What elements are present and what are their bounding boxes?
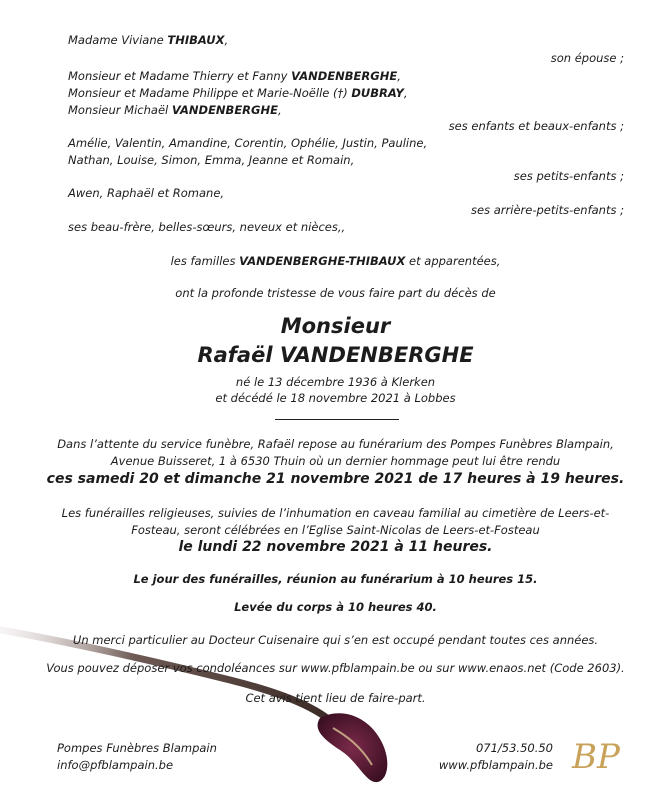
child-line-3 [68, 102, 282, 118]
child-3-surname: VANDENBERGHE [171, 103, 278, 117]
company-phone[interactable]: 071/53.50.50 [475, 741, 553, 755]
other-relatives: ses beau-frère, belles-sœurs, neveux et nièces,, [68, 220, 346, 234]
birth-info: né le 13 décembre 1936 à Klerken [235, 375, 436, 389]
notice: Cet avis tient lieu de faire-part. [245, 691, 426, 705]
bp-logo-text: BP [572, 737, 620, 777]
spouse-suffix: , [224, 33, 229, 47]
bp-logo [566, 730, 626, 780]
divider [275, 419, 399, 420]
child-2-suffix: , [403, 86, 408, 100]
company-email[interactable]: info@pfblampain.be [57, 758, 174, 772]
spouse-name: Madame Viviane [68, 33, 168, 47]
grandchildren-line-1: Amélie, Valentin, Amandine, Corentin, Ophélie, Justin, Pauline, [68, 136, 428, 150]
viewing-line-1: Dans l’attente du service funèbre, Rafaël repose au funérarium des Pompes Funèbres Blampain, [57, 437, 614, 451]
meeting-info: Le jour des funérailles, réunion au funérarium à 10 heures 15. [133, 572, 538, 586]
children-role: ses enfants et beaux-enfants ; [448, 119, 624, 133]
child-3-suffix: , [277, 103, 282, 117]
greatgrandchildren: Awen, Raphaël et Romane, [68, 186, 225, 200]
funeral-line-2: Fosteau, seront célébrées en l’Eglise Saint-Nicolas de Leers-et-Fosteau [131, 523, 540, 537]
child-2-surname: DUBRAY [351, 86, 404, 100]
grandchildren-line-2: Nathan, Louise, Simon, Emma, Jeanne et Romain, [68, 153, 355, 167]
child-3-name: Monsieur Michaël [68, 103, 172, 117]
families-line [0, 253, 671, 269]
families-prefix: les familles [170, 254, 240, 268]
death-info: et décédé le 18 novembre 2021 à Lobbes [215, 391, 456, 405]
viewing-dates: ces samedi 20 et dimanche 21 novembre 2021 de 17 heures à 19 heures. [46, 471, 625, 487]
thanks-note: Un merci particulier au Docteur Cuisenaire qui s’en est occupé pendant toutes ces années. [72, 633, 599, 647]
condolences-note: Vous pouvez déposer vos condoléances sur www.pfblampain.be ou sur www.enaos.net (Code 2603). [46, 661, 625, 675]
child-line-1 [68, 68, 401, 84]
child-2-name: Monsieur et Madame Philippe et Marie-Noëlle (†) [68, 86, 352, 100]
flower-petal [318, 713, 388, 782]
child-1-surname: VANDENBERGHE [291, 69, 398, 83]
company-name: Pompes Funèbres Blampain [57, 741, 217, 755]
announcement: ont la profonde tristesse de vous faire part du décès de [175, 286, 496, 300]
child-1-name: Monsieur et Madame Thierry et Fanny [68, 69, 292, 83]
deceased-title: Monsieur [280, 314, 391, 338]
child-1-suffix: , [397, 69, 401, 83]
funeral-line-1: Les funérailles religieuses, suivies de l’inhumation en caveau familial au cimetière de Leers-et- [61, 506, 610, 520]
deceased-name: Rafaël VANDENBERGHE [197, 343, 474, 367]
company-website[interactable]: www.pfblampain.be [438, 758, 553, 772]
child-line-2 [68, 85, 407, 101]
spouse-line [68, 32, 228, 48]
families-suffix: et apparentées, [405, 254, 501, 268]
viewing-line-2: Avenue Buisseret, 1 à 6530 Thuin où un dernier hommage peut lui être rendu [110, 454, 561, 468]
families-name: VANDENBERGHE-THIBAUX [239, 254, 406, 268]
greatgrandchildren-role: ses arrière-petits-enfants ; [471, 203, 624, 217]
funeral-date: le lundi 22 novembre 2021 à 11 heures. [178, 539, 493, 555]
spouse-surname: THIBAUX [167, 33, 225, 47]
grandchildren-role: ses petits-enfants ; [513, 169, 624, 183]
spouse-role: son épouse ; [550, 51, 624, 65]
departure-info: Levée du corps à 10 heures 40. [234, 600, 437, 614]
